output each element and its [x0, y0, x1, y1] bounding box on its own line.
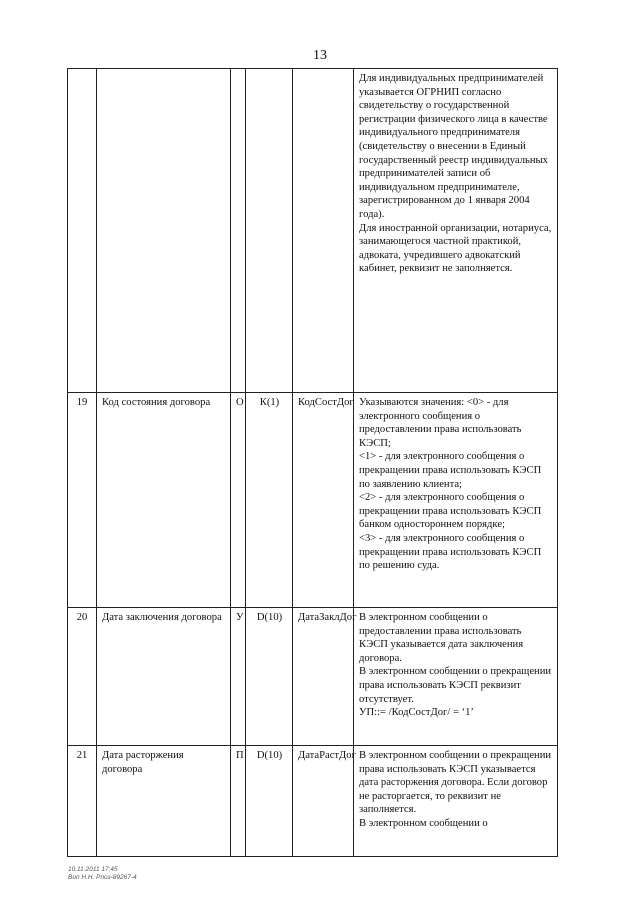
- description-paragraph: <1> - для электронного сообщения о прекращении права использовать КЭСП по заявлению клиента;: [359, 451, 542, 490]
- cell-code: КодСостДог: [293, 393, 354, 608]
- cell-name: Дата заключения договора: [97, 608, 231, 746]
- cell-number: 20: [68, 608, 97, 746]
- requisites-table: [67, 68, 558, 857]
- table-row: [68, 746, 558, 857]
- description-paragraph: В электронном сообщении о: [359, 817, 488, 829]
- document-footer: [68, 866, 137, 882]
- cell-description: [354, 69, 558, 393]
- cell-flag: [231, 69, 246, 393]
- cell-code: [293, 69, 354, 393]
- cell-type: К(1): [246, 393, 293, 608]
- description-paragraph: Указываются значения: <0> - для электронного сообщения о предоставлении права использовать КЭСП;: [359, 397, 522, 449]
- cell-type: D(10): [246, 746, 293, 857]
- cell-number: [68, 69, 97, 393]
- cell-flag: У: [231, 608, 246, 746]
- description-paragraph: Для иностранной организации, нотариуса, занимающегося частной практикой, адвоката, учредившего адвокатский кабинет, реквизит не заполняется.: [359, 222, 552, 275]
- cell-description: [354, 393, 558, 608]
- table-row-continued: [68, 69, 558, 393]
- cell-type: D(10): [246, 608, 293, 746]
- cell-type: [246, 69, 293, 393]
- cell-flag: О: [231, 393, 246, 608]
- description-paragraph: В электронном сообщении о прекращении права использовать КЭСП реквизит отсутствует.: [359, 666, 552, 705]
- cell-name: Код состояния договора: [97, 393, 231, 608]
- footer-timestamp: 10.11.2011 17:45: [68, 866, 118, 873]
- cell-number: 19: [68, 393, 97, 608]
- description-paragraph: УП::= /КодСостДог/ = ‘1’: [359, 707, 474, 719]
- cell-number: 21: [68, 746, 97, 857]
- cell-name: Дата расторжения договора: [97, 746, 231, 857]
- cell-description: [354, 746, 558, 857]
- page-number: 13: [313, 48, 327, 63]
- description-paragraph: Для индивидуальных предпринимателей указывается ОГРНИП согласно свидетельству о государственной регистрации физического лица в качестве индивидуального предпринимателя (свидетельству о внесении в Единый государственный реестр индивидуальных предпринимателей записи об индивидуальном предпринимателе, зарегистрированном до 1 января 2004 года).: [359, 73, 548, 220]
- footer-document-id: Вип Н.Н. Рпоз-89267-4: [68, 874, 137, 881]
- cell-description: [354, 608, 558, 746]
- cell-code: ДатаЗаклДог: [293, 608, 354, 746]
- table-row: [68, 608, 558, 746]
- description-paragraph: <3> - для электронного сообщения о прекращении права использовать КЭСП по решению суда.: [359, 532, 542, 572]
- cell-code: ДатаРастДог: [293, 746, 354, 857]
- description-paragraph: В электронном сообщении о предоставлении права использовать КЭСП указывается дата заключения договора.: [359, 612, 524, 664]
- table-row: [68, 393, 558, 608]
- cell-name: [97, 69, 231, 393]
- description-paragraph: <2> - для электронного сообщения о прекращении права использовать КЭСП банком одностороннем порядке;: [359, 492, 542, 531]
- cell-flag: П: [231, 746, 246, 857]
- description-paragraph: В электронном сообщении о прекращении права использовать КЭСП указывается дата расторжения договора. Если договор не расторгается, то реквизит не заполняется.: [359, 750, 552, 816]
